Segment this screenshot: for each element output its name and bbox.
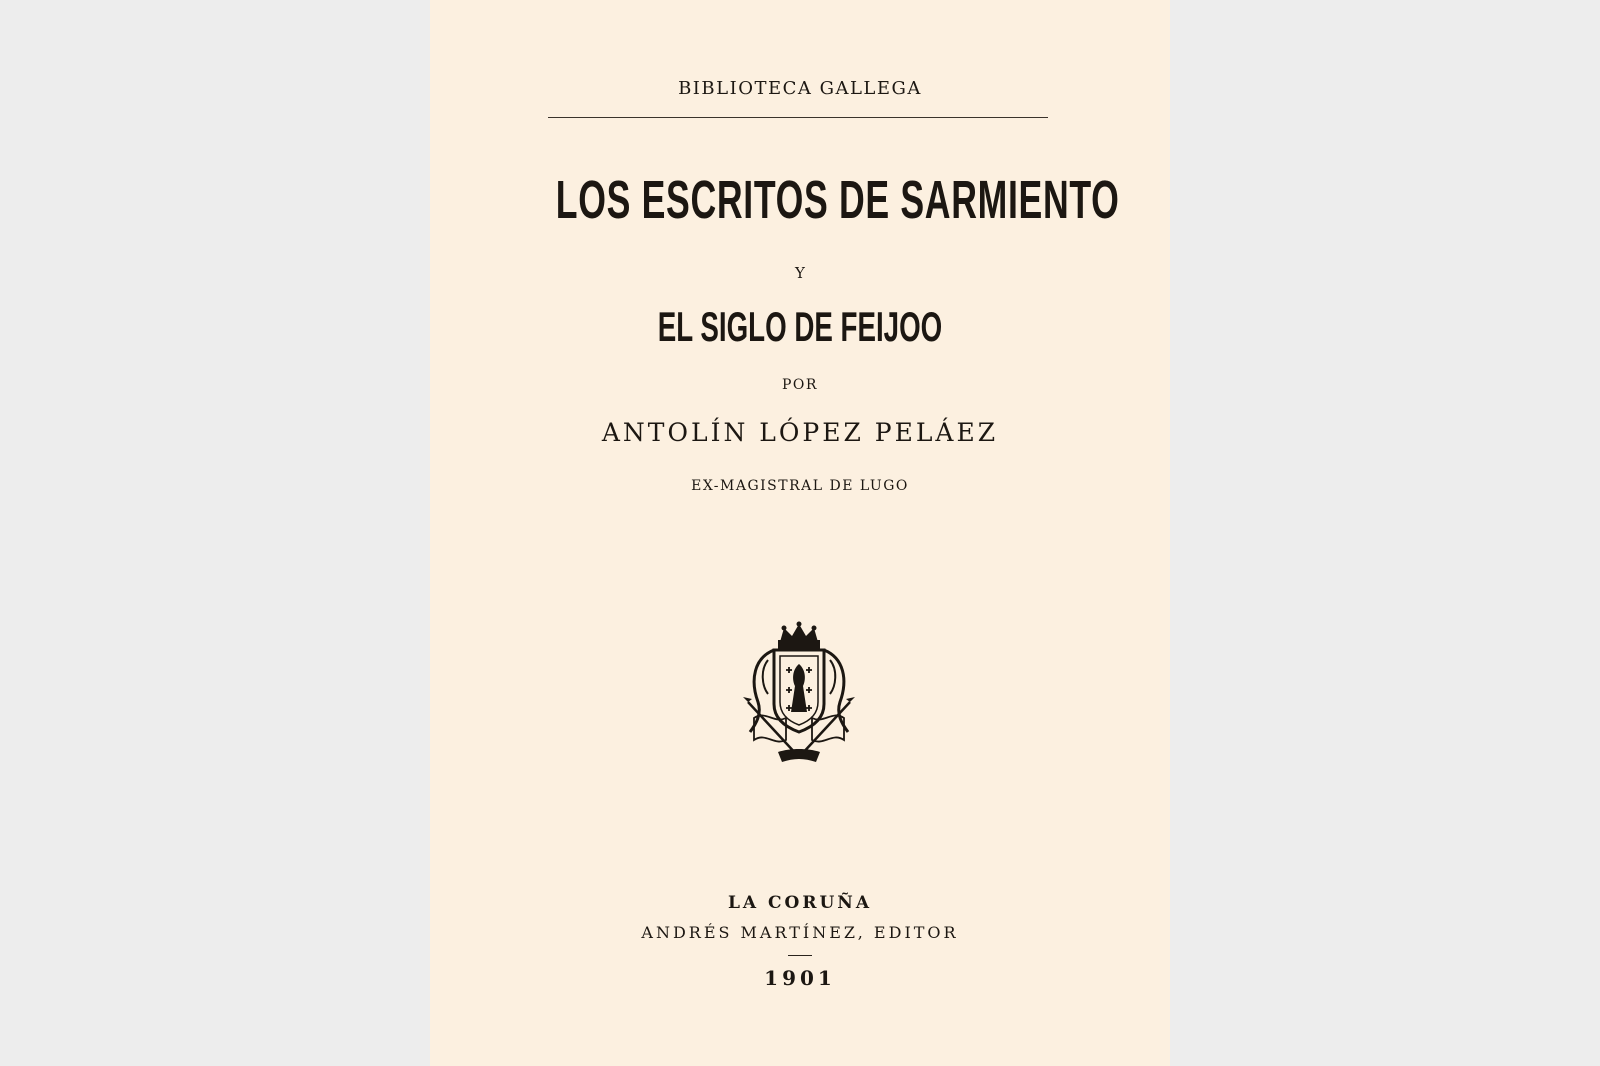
book-subtitle: EL SIGLO DE FEIJOO bbox=[657, 303, 943, 350]
author-name: ANTOLÍN LÓPEZ PELÁEZ bbox=[601, 418, 999, 447]
publisher-name: ANDRÉS MARTÍNEZ, EDITOR bbox=[641, 923, 959, 942]
title-page bbox=[430, 0, 1170, 1066]
header-rule bbox=[548, 117, 1048, 118]
title-connector: Y bbox=[795, 264, 805, 282]
by-line: POR bbox=[782, 377, 818, 393]
publication-place: LA CORUÑA bbox=[727, 893, 873, 913]
publication-year: 1901 bbox=[764, 966, 836, 990]
year-rule bbox=[788, 955, 812, 956]
series-name: BIBLIOTECA GALLEGA bbox=[678, 78, 922, 99]
coat-of-arms-icon bbox=[740, 620, 858, 766]
author-title: EX-MAGISTRAL DE LUGO bbox=[691, 478, 909, 494]
book-title: LOS ESCRITOS DE SARMIENTO bbox=[555, 170, 1120, 230]
